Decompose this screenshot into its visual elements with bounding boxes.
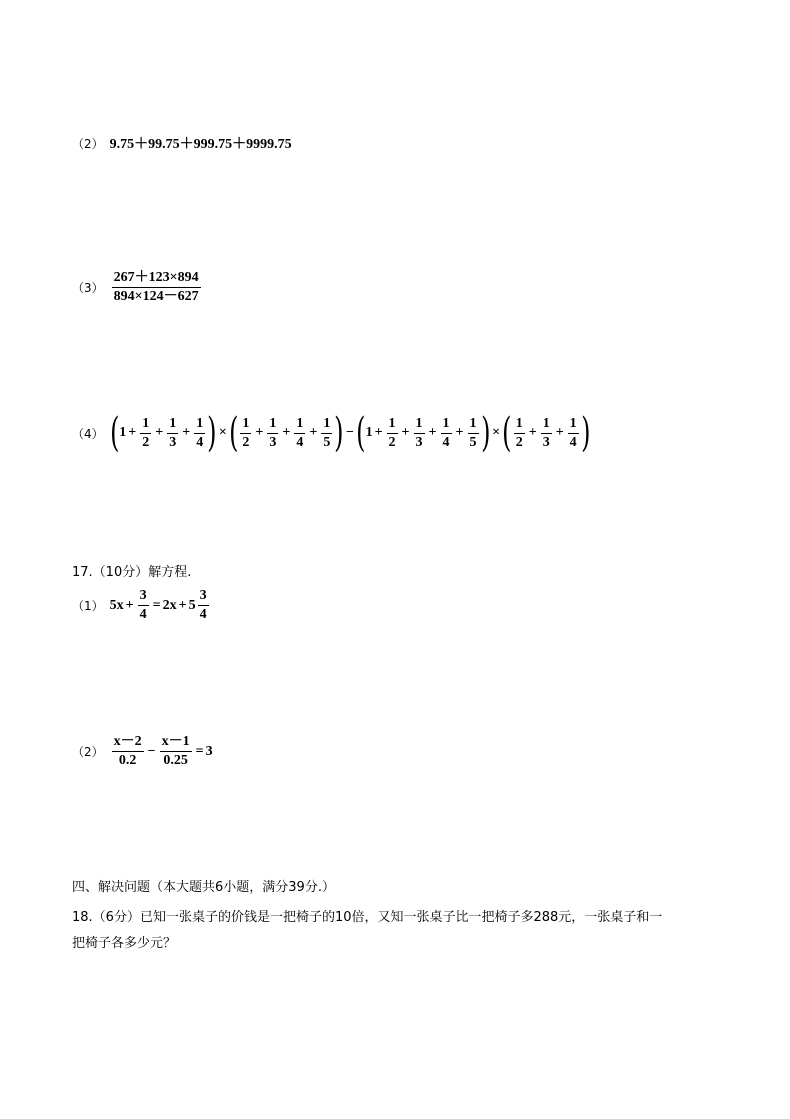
problem-17-1 (72, 588, 211, 623)
expression: 9.75＋99.75＋999.75＋9999.75 (109, 137, 292, 152)
denominator: 2 (142, 434, 150, 450)
denominator: 5 (323, 434, 331, 450)
numerator: 1 (514, 416, 525, 434)
times-sign: × (218, 425, 227, 440)
numerator: 1 (387, 416, 398, 434)
question-18-line-2: 把椅子各多少元？ (72, 936, 177, 951)
numerator: 1 (468, 416, 479, 434)
fraction-1-4 (194, 416, 205, 451)
denominator: 3 (269, 434, 277, 450)
right-paren: ) (480, 410, 490, 456)
numerator: 1 (441, 416, 452, 434)
denominator: 4 (139, 607, 147, 622)
problem-label: （4） (72, 426, 104, 441)
numerator: 3 (138, 588, 149, 606)
fraction-1-2 (240, 416, 251, 451)
left-paren: ( (356, 410, 366, 456)
problem-17-2 (72, 734, 213, 769)
question-18-line-1: 18.（6分）已知一张桌子的价钱是一把椅子的10倍，又知一张桌子比一把椅子多288元，一张桌子和一 (72, 910, 663, 925)
fraction-1-4 (441, 416, 452, 451)
numerator: 1 (140, 416, 151, 434)
left-paren: ( (109, 410, 120, 456)
problem-label: （3） (72, 281, 104, 295)
fraction (112, 270, 201, 305)
numerator: 267＋123×894 (112, 270, 201, 288)
numerator: 3 (198, 588, 209, 606)
plus-sign: + (428, 425, 437, 440)
numerator: x－1 (160, 734, 192, 752)
term-5x: 5x (109, 597, 124, 613)
plus-sign: + (374, 425, 383, 440)
term-2x: 2x (162, 597, 177, 613)
fraction-1-3 (414, 416, 425, 451)
plus-sign: + (309, 425, 318, 440)
denominator: 5 (469, 434, 477, 450)
right-paren: ) (580, 410, 591, 456)
fraction-3-4 (198, 588, 209, 623)
numerator: 1 (414, 416, 425, 434)
fraction-3-4 (138, 588, 149, 623)
numerator: 1 (240, 416, 251, 434)
denominator: 3 (542, 434, 550, 450)
plus-sign: + (282, 425, 291, 440)
plus-sign: + (401, 425, 410, 440)
numerator: 1 (541, 416, 552, 434)
plus-sign: + (125, 597, 134, 613)
minus-sign: − (147, 743, 156, 759)
problem-16-4 (72, 410, 591, 456)
plus-sign: + (178, 597, 187, 613)
denominator: 4 (199, 607, 207, 622)
mixed-number (189, 588, 211, 623)
fraction-a (112, 734, 144, 769)
denominator: 4 (569, 434, 577, 450)
minus-sign: − (345, 425, 354, 440)
problem-16-3 (72, 270, 203, 305)
denominator: 2 (515, 434, 523, 450)
problem-label: （2） (72, 136, 104, 151)
fraction-1-3 (541, 416, 552, 451)
fraction-1-5 (468, 416, 479, 451)
section-4-header: 四、解决问题（本大题共6小题，满分39分.） (72, 880, 335, 895)
fraction-1-2 (514, 416, 525, 451)
fraction-1-2 (140, 416, 151, 451)
denominator: 2 (242, 434, 250, 450)
denominator: 4 (196, 434, 204, 450)
left-paren: ( (502, 410, 512, 456)
denominator: 0.25 (163, 753, 188, 768)
plus-sign: + (182, 425, 191, 440)
fraction-1-3 (167, 416, 178, 451)
plus-sign: + (255, 425, 264, 440)
fraction-1-4 (568, 416, 579, 451)
plus-sign: + (455, 425, 464, 440)
plus-sign: + (155, 425, 164, 440)
problem-16-2 (72, 133, 292, 153)
numerator: 1 (267, 416, 278, 434)
right-paren: ) (334, 410, 344, 456)
numerator: 1 (321, 416, 332, 434)
plus-sign: + (528, 425, 537, 440)
equals-sign: = (152, 597, 161, 613)
denominator: 4 (296, 434, 304, 450)
rhs-value: 3 (205, 743, 213, 759)
denominator: 3 (169, 434, 177, 450)
right-paren: ) (207, 410, 217, 456)
numerator: 1 (194, 416, 205, 434)
numerator: x－2 (112, 734, 144, 752)
plus-sign: + (128, 425, 137, 440)
fraction-b (160, 734, 192, 769)
whole-part: 5 (188, 597, 196, 613)
numerator: 1 (568, 416, 579, 434)
one: 1 (119, 425, 127, 440)
denominator: 4 (442, 434, 450, 450)
fraction-1-5 (321, 416, 332, 451)
problem-label: （1） (72, 599, 104, 613)
problem-label: （2） (72, 745, 104, 759)
fraction-1-4 (294, 416, 305, 451)
left-paren: ( (228, 410, 239, 456)
denominator: 0.2 (118, 753, 137, 768)
one: 1 (365, 425, 373, 440)
numerator: 1 (167, 416, 178, 434)
denominator: 894×124－627 (113, 289, 199, 304)
plus-sign: + (555, 425, 564, 440)
fraction-1-3 (267, 416, 278, 451)
fraction-1-2 (387, 416, 398, 451)
times-sign: × (492, 425, 501, 440)
equals-sign: = (195, 743, 204, 759)
question-17-header: 17.（10分）解方程. (72, 565, 192, 580)
numerator: 1 (294, 416, 305, 434)
denominator: 3 (415, 434, 423, 450)
denominator: 2 (388, 434, 396, 450)
